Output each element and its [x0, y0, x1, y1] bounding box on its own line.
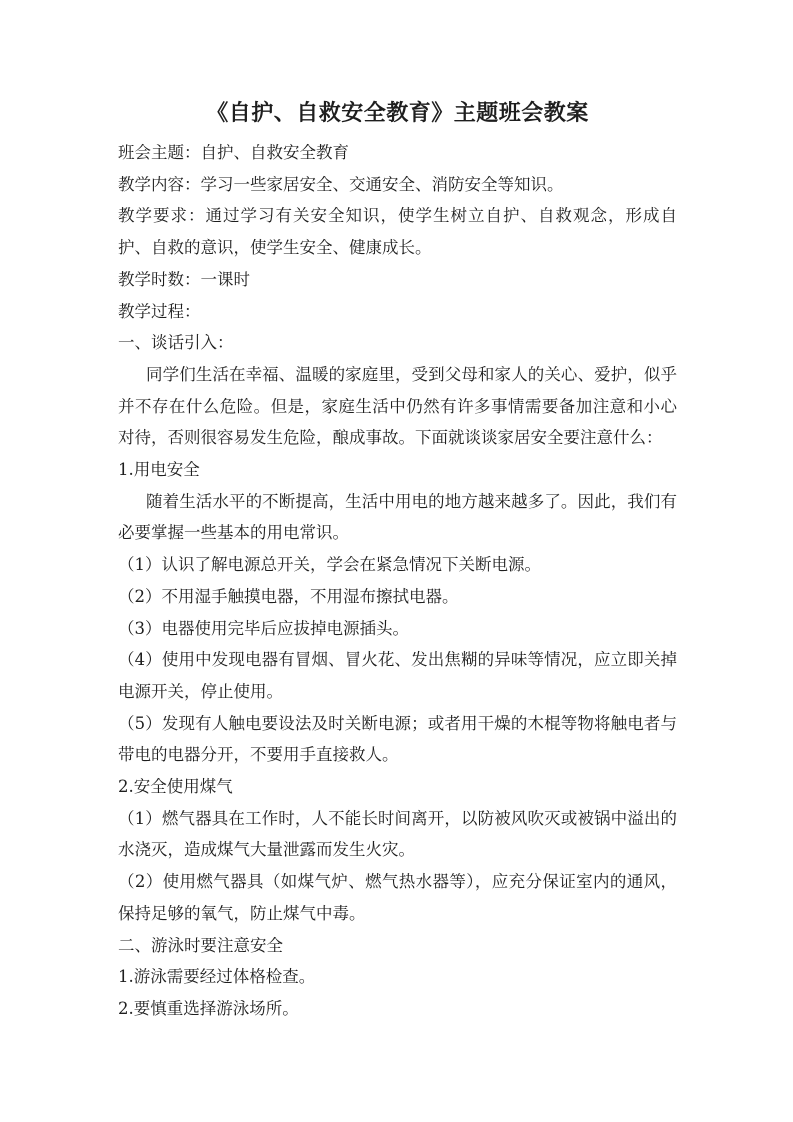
paragraph-electricity-intro: 随着生活水平的不断提高，生活中用电的地方越来越多了。因此，我们有必要掌握一些基本的用电常识。 [118, 491, 677, 543]
document-body [118, 137, 677, 1025]
heading-electricity-safety: 1.用电安全 [118, 460, 200, 480]
list-item-electricity-3: （3）电器使用完毕后应拔掉电源插头。 [118, 618, 409, 638]
list-item-swimming-1: 1.游泳需要经过体格检查。 [118, 967, 316, 987]
paragraph-meeting-theme: 班会主题：自护、自救安全教育 [118, 143, 349, 162]
list-item-gas-2: （2）使用燃气器具（如煤气炉、燃气热水器等），应充分保证室内的通风，保持足够的氧气，防止煤气中毒。 [118, 872, 677, 923]
list-item-electricity-2: （2）不用湿手触摸电器，不用湿布擦拭电器。 [118, 586, 459, 606]
list-item-electricity-5: （5）发现有人触电要设法及时关断电源；或者用干燥的木棍等物将触电者与带电的电器分开，不要用手直接救人。 [118, 713, 677, 765]
heading-section-2: 二、游泳时要注意安全 [118, 935, 283, 955]
paragraph-teaching-process: 教学过程： [118, 301, 201, 321]
list-item-electricity-1: （1）认识了解电源总开关，学会在紧急情况下关断电源。 [118, 555, 541, 575]
paragraph-intro: 同学们生活在幸福、温暖的家庭里，受到父母和家人的关心、爱护，似乎并不存在什么危险。但是，家庭生活中仍然有许多事情需要备加注意和小心对待，否则很容易发生危险，酿成事故。下面就谈谈家居安全要注意什么： [118, 364, 677, 448]
paragraph-teaching-requirements: 教学要求：通过学习有关安全知识，使学生树立自护、自救观念，形成自护、自救的意识，使学生安全、健康成长。 [118, 206, 677, 258]
heading-gas-safety: 2.安全使用煤气 [118, 777, 233, 797]
document-title: 《自护、自救安全教育》主题班会教案 [206, 100, 589, 126]
paragraph-teaching-content: 教学内容：学习一些家居安全、交通安全、消防安全等知识。 [118, 174, 564, 194]
paragraph-teaching-hours: 教学时数：一课时 [118, 269, 250, 289]
list-item-swimming-2: 2.要慎重选择游泳场所。 [118, 998, 299, 1018]
list-item-gas-1: （1）燃气器具在工作时，人不能长时间离开，以防被风吹灭或被锅中溢出的水浇灭，造成煤气大量泄露而发生火灾。 [118, 808, 677, 860]
heading-section-1: 一、谈话引入： [118, 333, 234, 353]
list-item-electricity-4: （4）使用中发现电器有冒烟、冒火花、发出焦糊的异味等情况，应立即关掉电源开关，停止使用。 [118, 650, 677, 701]
